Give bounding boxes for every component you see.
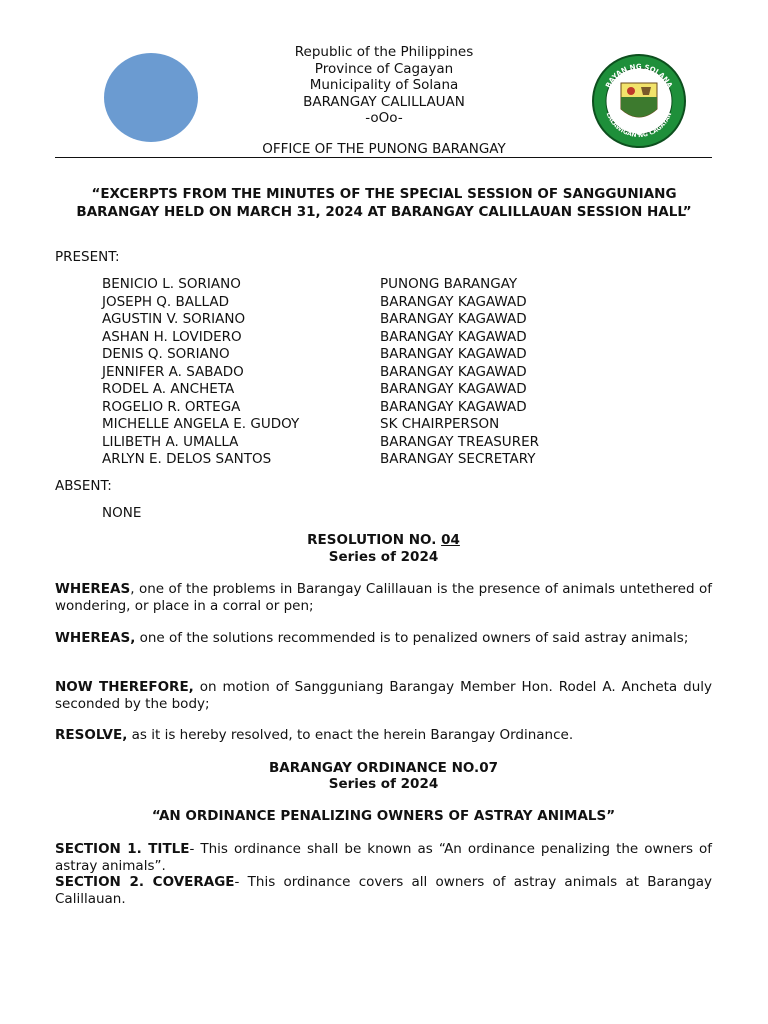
attendee-row <box>102 346 622 364</box>
section-2-lead: SECTION 2. COVERAGE <box>55 874 235 890</box>
header-line-1: Republic of the Philippines <box>294 44 474 60</box>
office-title: OFFICE OF THE PUNONG BARANGAY <box>262 141 506 157</box>
attendee-position: PUNONG BARANGAY <box>380 276 518 292</box>
attendee-name: DENIS Q. SORIANO <box>102 346 230 362</box>
attendee-position: BARANGAY KAGAWAD <box>380 381 527 397</box>
present-label: PRESENT: <box>55 249 120 265</box>
attendance-list <box>102 276 622 469</box>
attendee-row <box>102 399 622 417</box>
attendee-position: BARANGAY TREASURER <box>380 433 539 450</box>
attendee-name: ARLYN E. DELOS SANTOS <box>102 451 272 467</box>
resolution-heading <box>55 532 712 549</box>
attendee-position: BARANGAY KAGAWAD <box>380 311 527 327</box>
attendee-row <box>102 311 622 329</box>
attendee-name: JOSEPH Q. BALLAD <box>102 293 229 310</box>
whereas-paragraph-1 <box>55 581 712 614</box>
absent-value: NONE <box>102 505 142 521</box>
header-line-4: BARANGAY CALILLAUAN <box>303 93 465 110</box>
attendee-position: BARANGAY KAGAWAD <box>380 328 527 345</box>
attendee-position: SK CHAIRPERSON <box>380 416 500 432</box>
attendee-position: BARANGAY KAGAWAD <box>380 363 527 380</box>
attendee-row <box>102 451 622 469</box>
header-divider <box>55 157 712 158</box>
attendee-row <box>102 329 622 347</box>
attendee-name: LILIBETH A. UMALLA <box>102 433 239 450</box>
ordinance-heading: BARANGAY ORDINANCE NO.07 <box>269 760 498 776</box>
attendee-position: BARANGAY SECRETARY <box>380 451 536 467</box>
resolution-label: RESOLUTION NO. <box>307 532 437 548</box>
attendee-position: BARANGAY KAGAWAD <box>380 293 527 310</box>
resolution-series: Series of 2024 <box>328 549 439 565</box>
attendee-name: ROGELIO R. ORTEGA <box>102 398 241 415</box>
ordinance-series: Series of 2024 <box>328 776 439 792</box>
now-therefore-text: on motion of Sangguniang Barangay Member Hon. Rodel A. Ancheta duly seconded by the body; <box>55 679 713 712</box>
ordinance-title: “AN ORDINANCE PENALIZING OWNERS OF ASTRAY ANIMALS” <box>151 808 616 824</box>
resolve-lead: RESOLVE, <box>55 727 128 743</box>
municipality-seal-icon <box>591 53 687 149</box>
attendee-row <box>102 364 622 382</box>
attendee-position: BARANGAY KAGAWAD <box>380 346 527 362</box>
now-therefore-lead: NOW THEREFORE, <box>55 679 194 695</box>
attendee-row <box>102 416 622 434</box>
header-line-2: Province of Cagayan <box>314 60 454 77</box>
attendee-position: BARANGAY KAGAWAD <box>380 398 527 415</box>
letterhead <box>184 44 584 127</box>
whereas-text: , one of the problems in Barangay Calillauan is the presence of animals untethered of wondering, or place in a corral or pen; <box>55 581 712 614</box>
now-therefore-paragraph <box>55 679 712 712</box>
resolve-paragraph <box>55 727 712 744</box>
whereas-lead: WHEREAS <box>55 581 131 597</box>
whereas-lead: WHEREAS, <box>55 630 136 646</box>
section-2-paragraph <box>55 874 712 907</box>
attendee-row <box>102 434 622 452</box>
section-1-text: - This ordinance shall be known as “An ordinance penalizing the owners of astray animals”. <box>55 841 713 874</box>
resolution-number: 04 <box>441 532 460 548</box>
attendee-name: JENNIFER A. SABADO <box>102 363 244 380</box>
header-line-3: Municipality of Solana <box>309 77 459 93</box>
section-1-lead: SECTION 1. TITLE <box>55 841 190 857</box>
whereas-paragraph-2 <box>55 630 712 647</box>
attendee-name: RODEL A. ANCHETA <box>102 381 235 397</box>
resolve-text: as it is hereby resolved, to enact the herein Barangay Ordinance. <box>127 727 574 743</box>
section-1-paragraph <box>55 841 712 874</box>
attendee-row <box>102 276 622 294</box>
section-2-text: - This ordinance covers all owners of astray animals at Barangay Calillauan. <box>55 874 713 907</box>
attendee-name: MICHELLE ANGELA E. GUDOY <box>102 416 300 432</box>
whereas-text: one of the solutions recommended is to penalized owners of said astray animals; <box>135 630 689 646</box>
document-title: “EXCERPTS FROM THE MINUTES OF THE SPECIAL SESSION OF SANGGUNIANG BARANGAY HELD ON MARCH 31, 2024 AT BARANGAY CALILLAUAN SESSION HALL” <box>76 186 692 220</box>
attendee-name: AGUSTIN V. SORIANO <box>102 311 246 327</box>
attendee-name: ASHAN H. LOVIDERO <box>102 328 242 345</box>
attendee-row <box>102 294 622 312</box>
absent-label: ABSENT: <box>55 478 112 494</box>
seal-top-text: BAYAN NG SOLANA <box>604 62 674 90</box>
attendee-row <box>102 381 622 399</box>
header-line-5: -oOo- <box>365 110 403 126</box>
attendee-name: BENICIO L. SORIANO <box>102 276 241 292</box>
seal-bottom-text: LALAWIGAN NG CAGAYAN <box>604 111 674 140</box>
